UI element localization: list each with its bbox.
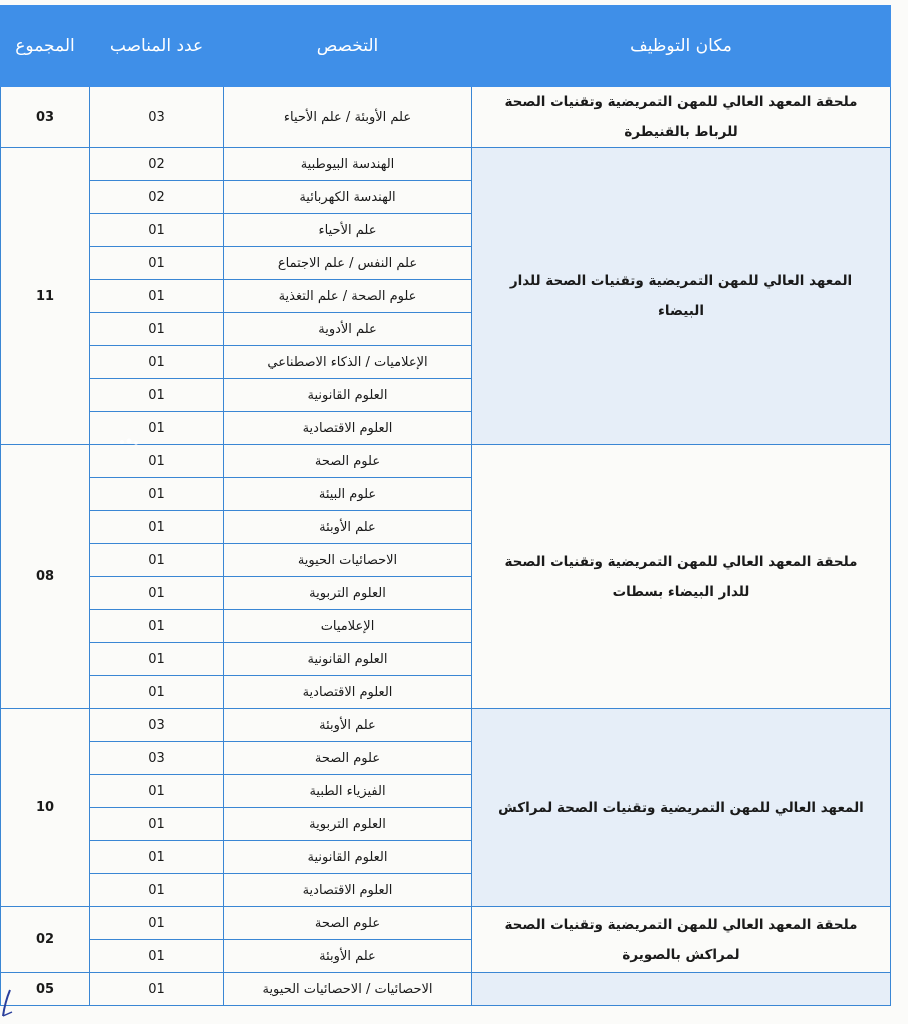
count-cell: 01 bbox=[90, 379, 224, 412]
count-cell: 01 bbox=[90, 511, 224, 544]
place-cell: المعهد العالي للمهن التمريضية وتقنيات الصحة لمراكش bbox=[472, 709, 891, 907]
specialty-cell: علوم الصحة bbox=[224, 907, 472, 940]
total-cell: 11 bbox=[1, 148, 90, 445]
count-cell: 03 bbox=[90, 87, 224, 148]
table-row bbox=[1, 87, 891, 148]
count-cell: 01 bbox=[90, 907, 224, 940]
count-cell: 01 bbox=[90, 610, 224, 643]
place-cell: المعهد العالي للمهن التمريضية وتقنيات الصحة للدار البيضاء bbox=[472, 148, 891, 445]
count-cell: 01 bbox=[90, 874, 224, 907]
specialty-cell: علم الأدوية bbox=[224, 313, 472, 346]
specialty-cell: الفيزياء الطبية bbox=[224, 775, 472, 808]
count-cell: 01 bbox=[90, 313, 224, 346]
specialty-cell: العلوم الاقتصادية bbox=[224, 874, 472, 907]
count-cell: 01 bbox=[90, 841, 224, 874]
header-place: مكان التوظيف bbox=[472, 6, 891, 87]
specialty-cell: الهندسة الكهربائية bbox=[224, 181, 472, 214]
specialty-cell: العلوم الاقتصادية bbox=[224, 412, 472, 445]
place-cell: ملحقة المعهد العالي للمهن التمريضية وتقنيات الصحة لمراكش بالصويرة bbox=[472, 907, 891, 973]
specialty-cell: الإعلاميات bbox=[224, 610, 472, 643]
specialty-cell: علوم الصحة bbox=[224, 742, 472, 775]
place-cell bbox=[472, 973, 891, 1006]
specialty-cell: علم الأوبئة bbox=[224, 511, 472, 544]
count-cell: 01 bbox=[90, 478, 224, 511]
specialty-cell: العلوم القانونية bbox=[224, 379, 472, 412]
count-cell: 03 bbox=[90, 709, 224, 742]
specialty-cell: علم النفس / علم الاجتماع bbox=[224, 247, 472, 280]
header-specialty: التخصص bbox=[224, 6, 472, 87]
total-cell: 05 bbox=[1, 973, 90, 1006]
scan-mark bbox=[116, 436, 142, 450]
count-cell: 01 bbox=[90, 973, 224, 1006]
count-cell: 01 bbox=[90, 643, 224, 676]
specialty-cell: علم الأحياء bbox=[224, 214, 472, 247]
total-cell: 08 bbox=[1, 445, 90, 709]
total-cell: 02 bbox=[1, 907, 90, 973]
specialty-cell: الاحصائيات / الاحصائيات الحيوية bbox=[224, 973, 472, 1006]
specialty-cell: علوم الصحة bbox=[224, 445, 472, 478]
count-cell: 01 bbox=[90, 676, 224, 709]
specialty-cell: الإعلاميات / الذكاء الاصطناعي bbox=[224, 346, 472, 379]
table-row bbox=[1, 709, 891, 742]
specialty-cell: الاحصائيات الحيوية bbox=[224, 544, 472, 577]
count-cell: 02 bbox=[90, 148, 224, 181]
header-count: عدد المناصب bbox=[90, 6, 224, 87]
count-cell: 01 bbox=[90, 775, 224, 808]
total-cell: 03 bbox=[1, 87, 90, 148]
count-cell: 03 bbox=[90, 742, 224, 775]
count-cell: 01 bbox=[90, 808, 224, 841]
pen-stroke bbox=[0, 988, 14, 1018]
count-cell: 01 bbox=[90, 280, 224, 313]
total-cell: 10 bbox=[1, 709, 90, 907]
place-cell: ملحقة المعهد العالي للمهن التمريضية وتقنيات الصحة للرباط بالقنيطرة bbox=[472, 87, 891, 148]
count-cell: 01 bbox=[90, 544, 224, 577]
header-total: المجموع bbox=[1, 6, 90, 87]
table-header-row bbox=[1, 6, 891, 87]
count-cell: 01 bbox=[90, 940, 224, 973]
count-cell: 01 bbox=[90, 247, 224, 280]
count-cell: 01 bbox=[90, 346, 224, 379]
specialty-cell: العلوم التربوية bbox=[224, 808, 472, 841]
specialty-cell: الهندسة البيوطبية bbox=[224, 148, 472, 181]
positions-table bbox=[0, 5, 891, 1006]
count-cell: 01 bbox=[90, 445, 224, 478]
count-cell: 01 bbox=[90, 412, 224, 445]
specialty-cell: علم الأوبئة / علم الأحياء bbox=[224, 87, 472, 148]
count-cell: 02 bbox=[90, 181, 224, 214]
specialty-cell: العلوم القانونية bbox=[224, 841, 472, 874]
table-body bbox=[1, 87, 891, 1006]
table-row bbox=[1, 148, 891, 181]
table-row bbox=[1, 973, 891, 1006]
count-cell: 01 bbox=[90, 214, 224, 247]
count-cell: 01 bbox=[90, 577, 224, 610]
specialty-cell: العلوم القانونية bbox=[224, 643, 472, 676]
specialty-cell: علم الأوبئة bbox=[224, 940, 472, 973]
specialty-cell: العلوم التربوية bbox=[224, 577, 472, 610]
place-cell: ملحقة المعهد العالي للمهن التمريضية وتقنيات الصحة للدار البيضاء بسطات bbox=[472, 445, 891, 709]
specialty-cell: علوم البيئة bbox=[224, 478, 472, 511]
specialty-cell: علوم الصحة / علم التغذية bbox=[224, 280, 472, 313]
specialty-cell: علم الأوبئة bbox=[224, 709, 472, 742]
specialty-cell: العلوم الاقتصادية bbox=[224, 676, 472, 709]
table-row bbox=[1, 907, 891, 940]
